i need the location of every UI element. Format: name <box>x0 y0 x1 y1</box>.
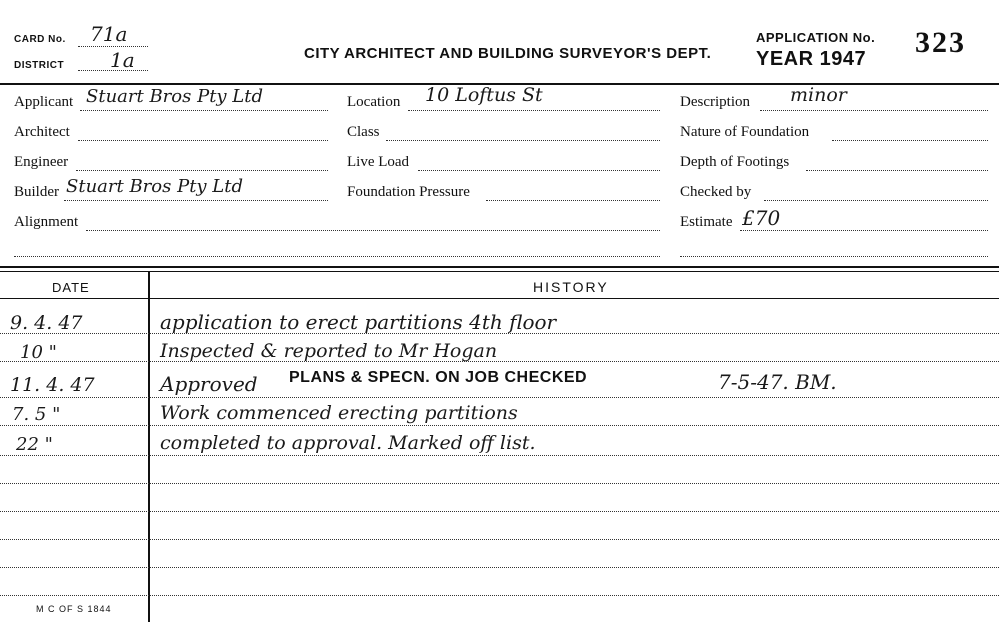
alignment-label: Alignment <box>14 214 79 230</box>
row-line <box>0 511 999 512</box>
row-line <box>0 595 999 596</box>
location-value: 10 Loftus St <box>425 84 543 106</box>
foundation-label: Nature of Foundation <box>680 124 810 140</box>
footings-label: Depth of Footings <box>680 154 790 170</box>
history-entry: Work commenced erecting partitions <box>160 402 518 424</box>
district-value: 1a <box>110 48 135 72</box>
checked-line <box>764 200 988 201</box>
architect-label: Architect <box>14 124 70 140</box>
card-no-line <box>78 46 148 47</box>
history-date: 22 " <box>16 434 53 455</box>
applicant-value: Stuart Bros Pty Ltd <box>86 86 264 107</box>
date-header: DATE <box>52 280 90 295</box>
table-top-rule <box>0 266 999 268</box>
history-entry: completed to approval. Marked off list. <box>160 432 536 454</box>
history-date: 9. 4. 47 <box>10 312 83 334</box>
application-number: 323 <box>915 26 966 59</box>
location-line <box>408 110 660 111</box>
row-line <box>0 539 999 540</box>
year-label: YEAR 1947 <box>756 48 867 70</box>
history-entry: application to erect partitions 4th floor <box>160 310 557 334</box>
description-label: Description <box>680 94 750 110</box>
builder-label: Builder <box>14 184 59 200</box>
history-date: 7. 5 " <box>12 404 61 425</box>
description-line <box>760 110 988 111</box>
history-date: 11. 4. 47 <box>10 374 95 396</box>
row-line <box>0 455 999 456</box>
history-entry: Approved <box>160 372 258 396</box>
class-label: Class <box>347 124 380 140</box>
card-no-value: 71a <box>90 22 128 46</box>
pressure-label: Foundation Pressure <box>347 184 470 200</box>
architect-line <box>78 140 328 141</box>
card-no-label: CARD No. <box>14 34 66 45</box>
row-line <box>0 483 999 484</box>
blank-line <box>14 256 660 257</box>
checked-label: Checked by <box>680 184 752 200</box>
row-line <box>0 567 999 568</box>
estimate-label: Estimate <box>680 214 733 230</box>
live-load-label: Live Load <box>347 154 410 170</box>
district-label: DISTRICT <box>14 60 65 71</box>
row-line <box>0 361 999 362</box>
description-value: minor <box>790 84 847 106</box>
form-code: M C OF S 1844 <box>36 604 112 614</box>
history-date: 10 " <box>20 342 57 363</box>
builder-value: Stuart Bros Pty Ltd <box>66 176 244 197</box>
blank-line <box>680 256 988 257</box>
engineer-line <box>76 170 328 171</box>
estimate-value: £70 <box>742 206 781 230</box>
stamp-signature: 7-5-47. BM. <box>718 370 837 394</box>
department-title: CITY ARCHITECT AND BUILDING SURVEYOR'S DEPT. <box>304 45 712 62</box>
engineer-label: Engineer <box>14 154 69 170</box>
column-divider <box>148 272 150 622</box>
history-header: HISTORY <box>533 279 609 295</box>
row-line <box>0 425 999 426</box>
applicant-line <box>80 110 328 111</box>
applicant-label: Applicant <box>14 94 74 110</box>
row-line <box>0 397 999 398</box>
pressure-line <box>486 200 660 201</box>
builder-line <box>64 200 328 201</box>
live-load-line <box>418 170 660 171</box>
footings-line <box>806 170 988 171</box>
estimate-line <box>740 230 988 231</box>
class-line <box>386 140 660 141</box>
approval-stamp: PLANS & SPECN. ON JOB CHECKED <box>289 369 588 386</box>
foundation-line <box>832 140 988 141</box>
district-line <box>78 70 148 71</box>
location-label: Location <box>347 94 401 110</box>
application-label: APPLICATION No. <box>756 30 876 45</box>
alignment-line <box>86 230 660 231</box>
history-entry: Inspected & reported to Mr Hogan <box>160 340 498 362</box>
